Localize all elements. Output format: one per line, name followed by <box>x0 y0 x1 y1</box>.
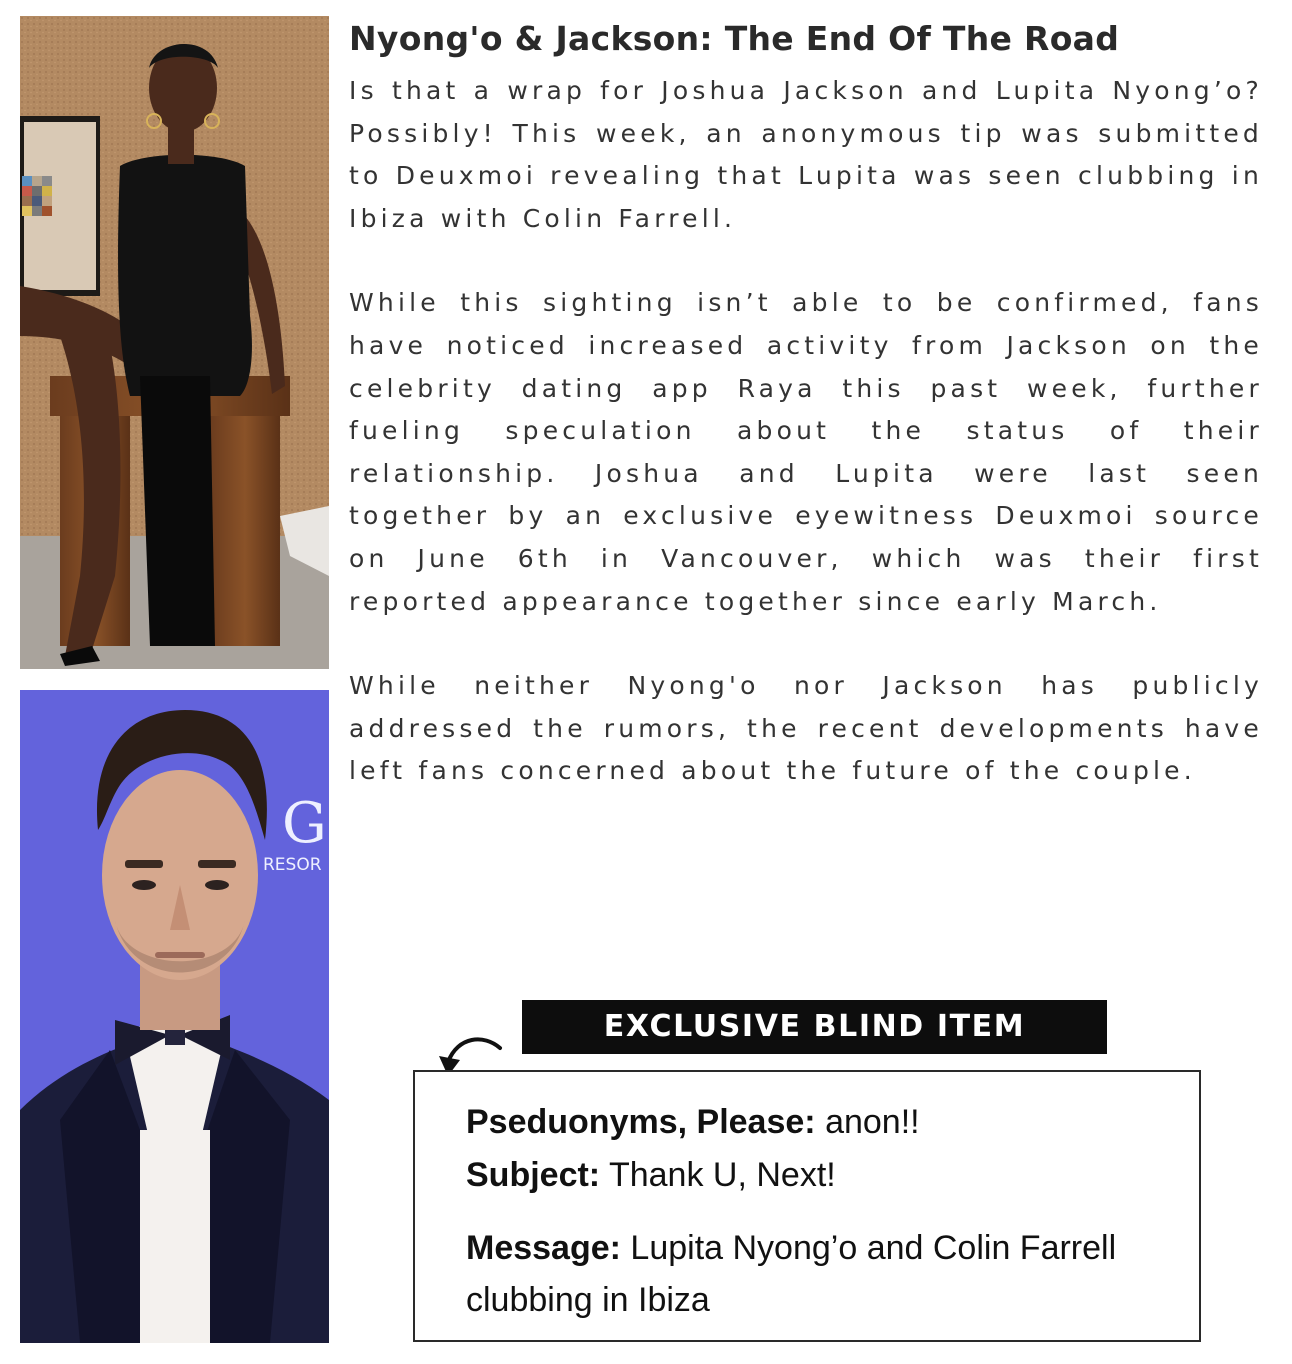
article-body <box>349 70 1263 835</box>
exclusive-blind-item-banner: EXCLUSIVE BLIND ITEM <box>522 1000 1107 1054</box>
subject-value: Thank U, Next! <box>608 1156 836 1194</box>
message-value: Lupita Nyong’o and Colin Farrell clubbing in Ibiza <box>466 1229 1117 1319</box>
backdrop-logo-word: RESOR <box>263 855 322 875</box>
message-label: Message: <box>466 1229 621 1267</box>
article-headline: Nyong'o & Jackson: The End Of The Road <box>349 19 1120 58</box>
photo-colin-farrell <box>20 690 329 1343</box>
pseudonym-value: anon!! <box>825 1103 920 1141</box>
subject-label: Subject: <box>466 1156 601 1194</box>
subject-row <box>466 1149 836 1201</box>
photo-lupita-nyongo <box>20 16 329 669</box>
backdrop-logo-letter: G <box>282 791 327 856</box>
article-paragraph-3: While neither Nyong'o nor Jackson has publicly addressed the rumors, the recent developments have left fans concerned about the future of the couple. <box>349 671 1263 786</box>
article-paragraph-1: Is that a wrap for Joshua Jackson and Lupita Nyong’o? Possibly! This week, an anonymous tip was submitted to Deuxmoi revealing that Lupita was seen clubbing in Ibiza with Colin Farrell. <box>349 76 1263 233</box>
pseudonym-label: Pseduonyms, Please: <box>466 1103 816 1141</box>
blind-item-card <box>413 1070 1201 1342</box>
pseudonym-row <box>466 1096 920 1148</box>
article-paragraph-2: While this sighting isn’t able to be confirmed, fans have noticed increased activity from Jackson on the celebrity dating app Raya this past week, further fueling speculation about the status of their relationship. Joshua and Lupita were last seen together by an exclusive eyewitness Deuxmoi source on June 6th in Vancouver, which was their first reported appearance together since early March. <box>349 288 1263 616</box>
message-row <box>466 1222 1186 1326</box>
